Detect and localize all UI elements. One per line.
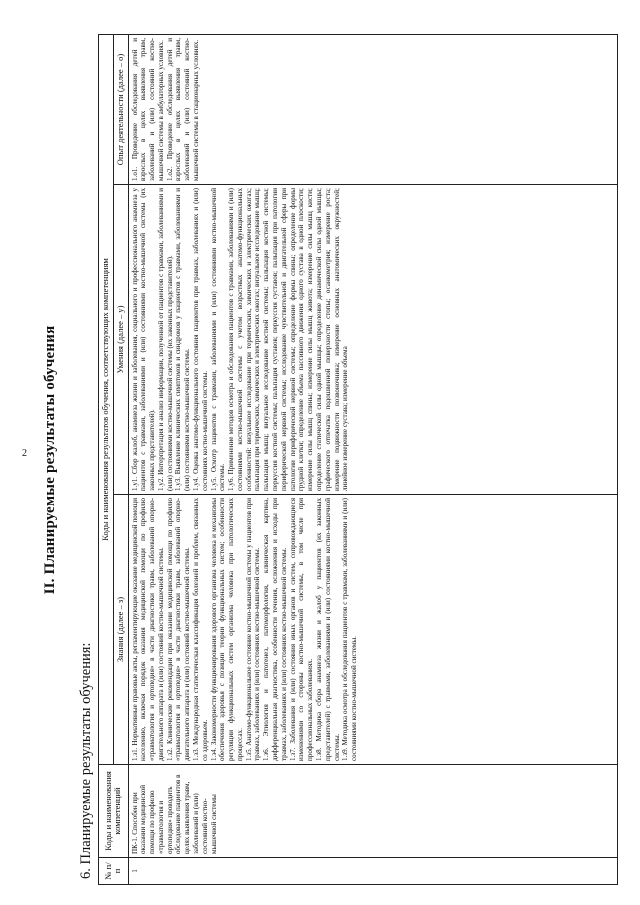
- knowledge-cell: [128, 495, 617, 765]
- knowledge-item: 1.з8. Методика сбора анамнеза жизни и жалоб у пациентов (их законных представителей) с травмами, заболеваниями и (или) состояниями костно-мышечной системы.: [314, 498, 341, 761]
- section-title: 6. Планируемые результаты обучения:: [78, 642, 94, 879]
- header-competence: Коды и наименования компетенций: [99, 765, 129, 858]
- skill-item: 1.у2. Интерпретация и анализ информации, полученной от пациентов с травмами, заболеваниями и (или) состояниями костно-мышечной системы (их законных представителей).: [156, 188, 174, 491]
- skill-item: 1.у3. Выявление клинических симптомов и синдромов у пациентов с травмами, заболеваниями и (или) состояниями костно-мышечной системы.: [174, 188, 192, 491]
- header-row-2: [113, 34, 128, 884]
- chapter-title: II. Планируемые результаты обучения: [42, 325, 58, 595]
- header-row-1: [99, 34, 114, 884]
- table-row: [128, 34, 617, 884]
- knowledge-item: 1.з1. Нормативные правовые акты, регламентирующие оказание медицинской помощи населению, включая порядок оказания медицинской помощи по профилю «травматология и ортопедия» в части диагностики травм, заболеваний опорно-двигательного аппарата и (или) состояний костно-мышечной системы.: [130, 498, 165, 761]
- page-number: 2: [22, 448, 27, 459]
- rotated-page-content: [40, 35, 625, 885]
- skill-item: 1.у4. Оценка анатомо-функционального состояния пациентов при травмах, заболеваниях и (или) состояниях костно-мышечной системы.: [192, 188, 209, 491]
- competence-cell: ПК-1. Способен при оказании медицинской помощи по профилю «травматология и ортопедия» проводить обследование пациентов в целях выявления травм, заболеваний и (или) состояний костно-мышечной системы: [128, 765, 617, 858]
- knowledge-item: 1.з4. Закономерности функционирования здорового организма человека и механизмы обеспечения здоровья с позиции теории функциональных систем; особенности регуляции функциональных систем организма человека при патологических процессах.: [209, 498, 244, 761]
- skill-item: 1.у6. Применение методов осмотра и обследования пациентов с травмами, заболеваниями и (или) состояниями костно-мышечной системы с учетом возрастных анатомо-функциональных особенностей: визуальное исследование при термических, химических и электрических ожогах; пальпация при термических, химических и электрических ожогах; визуальное исследование мышц; пальпация мышц; визуальное исследование костной системы; пальпация костной системы; перкуссия костной системы; пальпация суставов; перкуссия суставов; пальпация при патологии периферической нервной системы; исследование чувствительной и двигательной сферы при патологии периферической нервной системы; определение формы спины; определение формы грудной клетки; определение объема пассивного движения одного сустава в одной плоскости; измерение силы мышц спины; измерение силы мышц живота; измерение силы мышц кисти; определение статической силы одной мышцы; определение динамической силы одной мышцы; графического отпечатка подошвенной поверхности стопы; осанкометрия; измерение роста; измерение подвижности позвоночника; измерение основных анатомических окружностей; линейное измерение сустава; измерение объема: [227, 188, 350, 491]
- knowledge-item: 1.з2. Клинические рекомендации при оказании медицинской помощи по профилю «травматология и ортопедия» в части диагностики травм, заболеваний опорно-двигательного аппарата и (или) состояний костно-мышечной системы.: [165, 498, 192, 761]
- skill-item: 1.у1. Сбор жалоб, анамнеза жизни и заболевания, социального и профессионального анамнеза у пациентов с травмами, заболеваниями и (или) состояниями костно-мышечной системы (их законных представителей).: [130, 188, 157, 491]
- header-num: № п/п: [99, 858, 129, 885]
- knowledge-item: 1.з7. Заболевания и (или) состояния иных органов и систем, сопровождающиеся изменениями со стороны костно-мышечной системы, в том числе при профессиональных заболеваниях.: [288, 498, 315, 761]
- header-knowledge: Знания (далее – з): [113, 495, 128, 765]
- header-experience: Опыт деятельности (далее – о): [113, 34, 128, 184]
- learning-outcomes-table: [98, 34, 618, 885]
- skill-item: 1.у5. Осмотр пациентов с травмами, заболеваниями и (или) состояниями костно-мышечной системы.: [209, 188, 227, 491]
- experience-item: 1.о2. Проведение обследования детей и взрослых в целях выявления травм, заболеваний и (или) состояний костно-мышечной системы в стационарных условиях.: [165, 37, 200, 181]
- experience-cell: [128, 34, 617, 184]
- header-skills: Умения (далее – у): [113, 185, 128, 495]
- experience-item: 1.о1. Проведение обследования детей и взрослых в целях выявления травм, заболеваний и (или) состояний костно-мышечной системы в амбулаторных условиях.: [130, 37, 165, 181]
- knowledge-item: 1.з6. Этиология и патогенез, патоморфология, клиническая картина, дифференциальная диагностика, особенности течения, осложнения и исходы при травмах, заболеваниях и (или) состояниях костно-мышечной системы.: [262, 498, 288, 761]
- knowledge-item: 1.з3. Международная статистическая классификация болезней и проблем, связанных со здоровьем.: [192, 498, 209, 761]
- knowledge-item: 1.з9. Методика осмотра и обследования пациентов с травмами, заболеваниями и (или) состояниями костно-мышечной системы.: [341, 498, 359, 761]
- header-group: Коды и наименования результатов обучения, соответствующих компетенциям: [99, 34, 114, 764]
- skills-cell: [128, 185, 617, 495]
- knowledge-item: 1.з5. Анатомо-функциональное состояние костно-мышечной системы у пациентов при травмах, заболеваниях и (или) состояниях костно-мышечной системы.: [244, 498, 262, 761]
- row-number: 1: [128, 858, 617, 885]
